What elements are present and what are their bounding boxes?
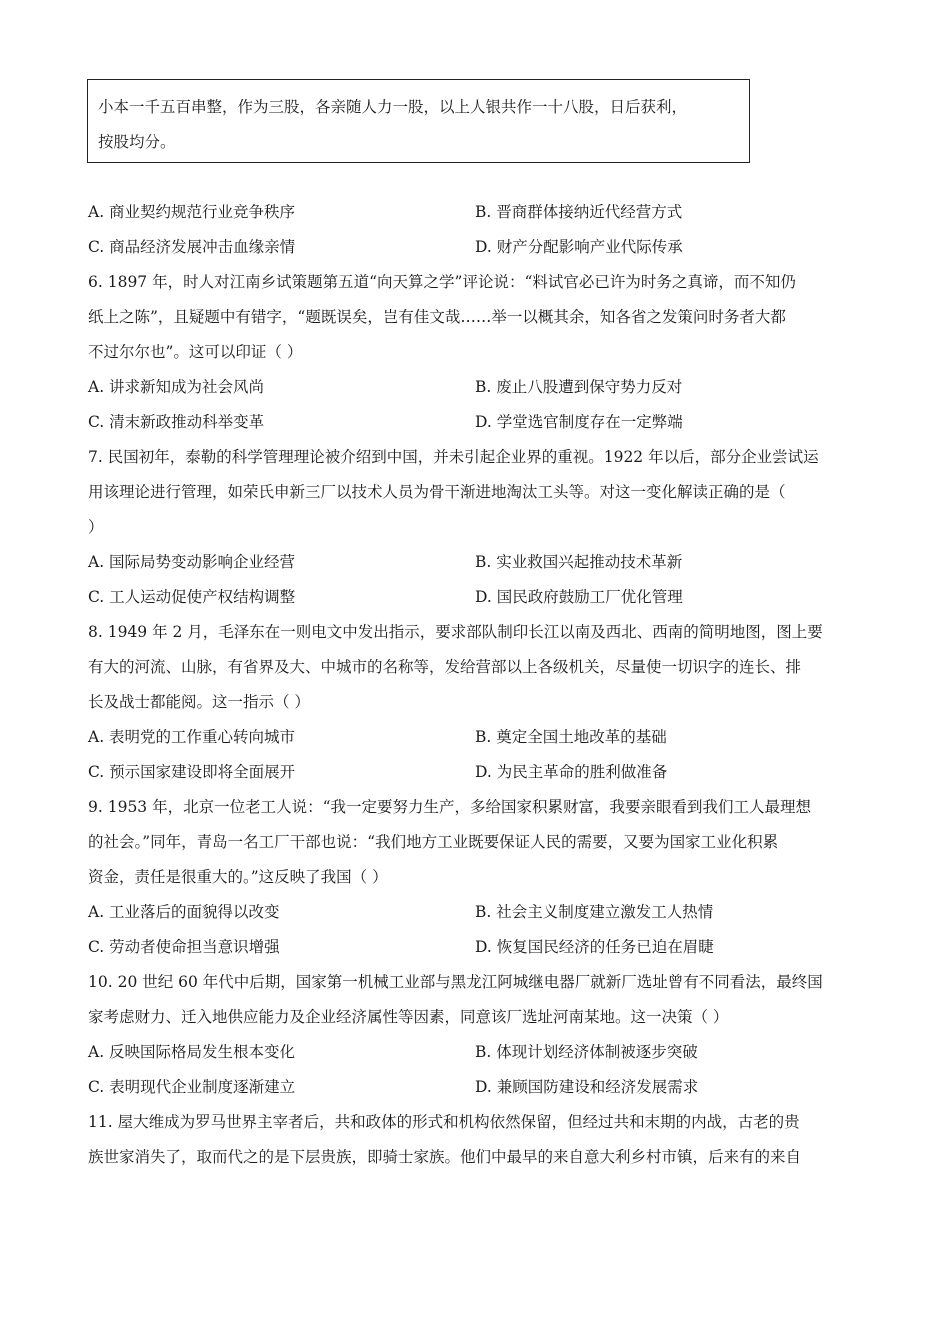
option-d[interactable]: D. 兼顾国防建设和经济发展需求 — [475, 1078, 699, 1096]
question-stem-line: 纸上之陈”，且疑题中有错字，“题既误矣，岂有佳文哉……举一以概其余，知各省之发策问时务者大都 — [88, 308, 786, 326]
option-c[interactable]: C. 工人运动促使产权结构调整 — [88, 588, 296, 606]
options-row — [88, 930, 868, 965]
options-row — [88, 195, 868, 230]
options-row — [88, 1035, 868, 1070]
question-stem-line: 家考虑财力、迁入地供应能力及企业经济属性等因素，同意该厂选址河南某地。这一决策（ ） — [88, 1008, 729, 1026]
option-c[interactable]: C. 商品经济发展冲击血缘亲情 — [88, 238, 296, 256]
option-a[interactable]: A. 反映国际格局发生根本变化 — [88, 1043, 296, 1061]
options-row — [88, 1070, 868, 1105]
question-stem-line: 的社会。”同年，青岛一名工厂干部也说：“我们地方工业既要保证人民的需要，又要为国家工业化积累 — [88, 833, 779, 851]
question-stem-line: 6. 1897 年，时人对江南乡试策题第五道“向天算之学”评论说：“料试官必已许为时务之真谛，而不知仍 — [88, 273, 796, 291]
option-c[interactable]: C. 清末新政推动科举变革 — [88, 413, 265, 431]
option-c[interactable]: C. 劳动者使命担当意识增强 — [88, 938, 280, 956]
question-stem-line: 7. 民国初年，泰勒的科学管理理论被介绍到中国，并未引起企业界的重视。1922 年以后，部分企业尝试运 — [88, 448, 819, 466]
question-5-options — [88, 195, 868, 265]
option-b[interactable]: B. 晋商群体接纳近代经营方式 — [475, 203, 683, 221]
question-stem-line: 有大的河流、山脉，有省界及大、中城市的名称等，发给营部以上各级机关，尽量使一切识字的连长、排 — [88, 658, 802, 676]
question-6 — [88, 265, 868, 440]
question-11 — [88, 1105, 868, 1175]
question-stem-line: 资金，责任是很重大的。”这反映了我国（ ） — [88, 868, 388, 886]
options-row — [88, 895, 868, 930]
option-d[interactable]: D. 国民政府鼓励工厂优化管理 — [475, 588, 683, 606]
question-stem-line: 8. 1949 年 2 月，毛泽东在一则电文中发出指示，要求部队制印长江以南及西北、西南的简明地图，图上要 — [88, 623, 823, 641]
option-b[interactable]: B. 废止八股遭到保守势力反对 — [475, 378, 683, 396]
option-d[interactable]: D. 学堂选官制度存在一定弊端 — [475, 413, 683, 431]
question-7 — [88, 440, 868, 615]
options-row — [88, 545, 868, 580]
question-10 — [88, 965, 868, 1105]
question-stem-line: 不过尔尔也”。这可以印证（ ） — [88, 343, 303, 361]
source-quote-box — [87, 79, 750, 163]
option-b[interactable]: B. 实业救国兴起推动技术革新 — [475, 553, 683, 571]
option-c[interactable]: C. 表明现代企业制度逐渐建立 — [88, 1078, 296, 1096]
options-row — [88, 370, 868, 405]
option-b[interactable]: B. 奠定全国土地改革的基础 — [475, 728, 667, 746]
question-stem-line: 族世家消失了，取而代之的是下层贵族，即骑士家族。他们中最早的来自意大利乡村市镇，后来有的来自 — [88, 1148, 802, 1166]
question-stem-line: 9. 1953 年，北京一位老工人说：“我一定要努力生产，多给国家积累财富，我要亲眼看到我们工人最理想 — [88, 798, 812, 816]
quote-line: 按股均分。 — [98, 133, 176, 151]
questions-body — [88, 195, 868, 1175]
options-row — [88, 230, 868, 265]
question-stem-line: ） — [88, 518, 104, 536]
option-b[interactable]: B. 体现计划经济体制被逐步突破 — [475, 1043, 698, 1061]
quote-line: 小本一千五百串整，作为三股，各亲随人力一股，以上人银共作一十八股，日后获利， — [98, 98, 688, 116]
option-c[interactable]: C. 预示国家建设即将全面展开 — [88, 763, 296, 781]
option-b[interactable]: B. 社会主义制度建立激发工人热情 — [475, 903, 714, 921]
question-8 — [88, 615, 868, 790]
option-a[interactable]: A. 商业契约规范行业竞争秩序 — [88, 203, 296, 221]
option-d[interactable]: D. 恢复国民经济的任务已迫在眉睫 — [475, 938, 714, 956]
options-row — [88, 720, 868, 755]
option-a[interactable]: A. 讲求新知成为社会风尚 — [88, 378, 265, 396]
option-d[interactable]: D. 为民主革命的胜利做准备 — [475, 763, 668, 781]
option-d[interactable]: D. 财产分配影响产业代际传承 — [475, 238, 683, 256]
options-row — [88, 405, 868, 440]
question-9 — [88, 790, 868, 965]
options-row — [88, 580, 868, 615]
question-stem-line: 用该理论进行管理，如荣氏申新三厂以技术人员为骨干渐进地淘汰工头等。对这一变化解读正确的是（ — [88, 483, 786, 501]
option-a[interactable]: A. 表明党的工作重心转向城市 — [88, 728, 296, 746]
option-a[interactable]: A. 工业落后的面貌得以改变 — [88, 903, 280, 921]
option-a[interactable]: A. 国际局势变动影响企业经营 — [88, 553, 296, 571]
options-row — [88, 755, 868, 790]
question-stem-line: 长及战士都能阅。这一指示（ ） — [88, 693, 310, 711]
question-stem-line: 11. 屋大维成为罗马世界主宰者后，共和政体的形式和机构依然保留，但经过共和末期的内战，古老的贵 — [88, 1113, 800, 1131]
question-stem-line: 10. 20 世纪 60 年代中后期，国家第一机械工业部与黑龙江阿城继电器厂就新厂选址曾有不同看法，最终国 — [88, 973, 823, 991]
